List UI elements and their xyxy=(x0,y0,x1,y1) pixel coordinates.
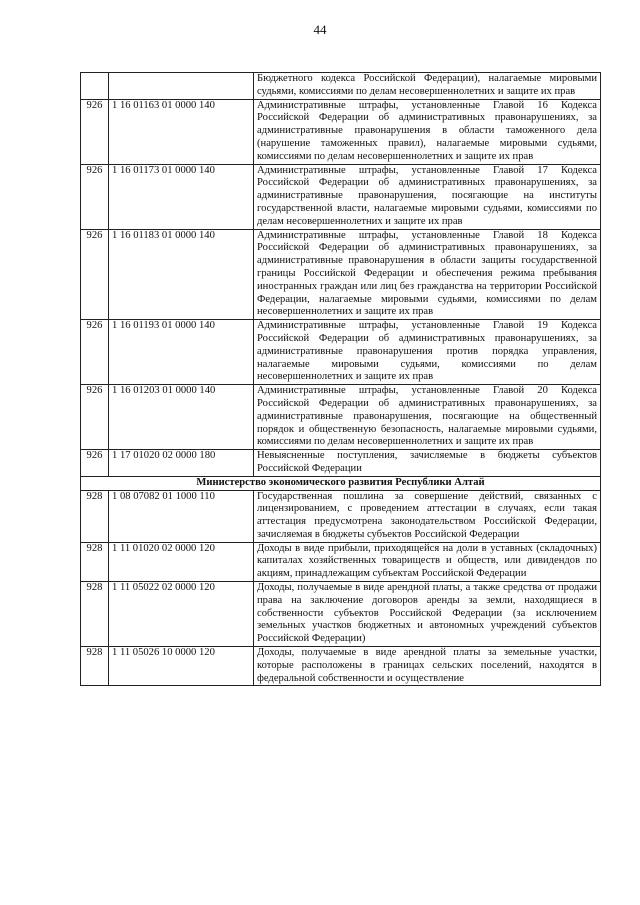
budget-code-cell: 1 17 01020 02 0000 180 xyxy=(109,450,254,477)
budget-code-cell: 1 16 01193 01 0000 140 xyxy=(109,320,254,385)
description-cell: Административные штрафы, установленные Главой 20 Кодекса Российской Федерации об административных правонарушениях, за административные правонарушения, посягающие на общественный порядок и общественную безопасность, налагаемые мировыми судьями, комиссиями по делам несовершеннолетних и защите их прав xyxy=(254,385,601,450)
table-row xyxy=(81,450,601,477)
budget-code-cell: 1 16 01173 01 0000 140 xyxy=(109,164,254,229)
table-row xyxy=(81,582,601,647)
table-row xyxy=(81,542,601,581)
admin-code-cell: 928 xyxy=(81,490,109,542)
table-row xyxy=(81,164,601,229)
budget-code-cell: 1 11 05026 10 0000 120 xyxy=(109,647,254,686)
table-row xyxy=(81,99,601,164)
table-row xyxy=(81,73,601,100)
budget-code-cell: 1 08 07082 01 1000 110 xyxy=(109,490,254,542)
description-cell: Государственная пошлина за совершение действий, связанных с лицензированием, с проведением аттестации в случаях, если такая аттестация предусмотрена законодательством Российской Федерации, зачисляемая в бюджеты субъектов Российской Федерации xyxy=(254,490,601,542)
section-title: Министерство экономического развития Республики Алтай xyxy=(81,476,601,490)
admin-code-cell: 928 xyxy=(81,542,109,581)
admin-code-cell: 928 xyxy=(81,647,109,686)
section-header-row xyxy=(81,476,601,490)
budget-code-cell: 1 16 01183 01 0000 140 xyxy=(109,229,254,320)
admin-code-cell: 926 xyxy=(81,450,109,477)
page-number: 44 xyxy=(313,22,327,37)
description-cell: Доходы в виде прибыли, приходящейся на доли в уставных (складочных) капиталах хозяйственных товариществ и обществ, или дивидендов по акциям, принадлежащим субъектам Российской Федерации xyxy=(254,542,601,581)
description-cell: Бюджетного кодекса Российской Федерации), налагаемые мировыми судьями, комиссиями по делам несовершеннолетних и защите их прав xyxy=(254,73,601,100)
table-row xyxy=(81,647,601,686)
budget-code-cell xyxy=(109,73,254,100)
admin-code-cell: 926 xyxy=(81,385,109,450)
description-cell: Невыясненные поступления, зачисляемые в бюджеты субъектов Российской Федерации xyxy=(254,450,601,477)
description-cell: Доходы, получаемые в виде арендной платы за земельные участки, которые расположены в границах сельских поселений, находятся в федеральной собственности и осуществление xyxy=(254,647,601,686)
description-cell: Административные штрафы, установленные Главой 16 Кодекса Российской Федерации об административных правонарушениях, за административные правонарушения в области таможенного дела (нарушение таможенных правил), налагаемые мировыми судьями, комиссиями по делам несовершеннолетних и защите их прав xyxy=(254,99,601,164)
admin-code-cell xyxy=(81,73,109,100)
admin-code-cell: 928 xyxy=(81,582,109,647)
table-row xyxy=(81,385,601,450)
budget-code-cell: 1 11 05022 02 0000 120 xyxy=(109,582,254,647)
admin-code-cell: 926 xyxy=(81,99,109,164)
admin-code-cell: 926 xyxy=(81,320,109,385)
admin-code-cell: 926 xyxy=(81,164,109,229)
description-cell: Административные штрафы, установленные Главой 18 Кодекса Российской Федерации об административных правонарушениях, за административные правонарушения в области защиты государственной границы Российской Федерации и обеспечения режима пребывания иностранных граждан или лиц без гражданства на территории Российской Федерации, налагаемые мировыми судьями, комиссиями по делам несовершеннолетних и защите их прав xyxy=(254,229,601,320)
budget-code-cell: 1 16 01163 01 0000 140 xyxy=(109,99,254,164)
admin-code-cell: 926 xyxy=(81,229,109,320)
budget-code-cell: 1 16 01203 01 0000 140 xyxy=(109,385,254,450)
description-cell: Административные штрафы, установленные Главой 19 Кодекса Российской Федерации об административных правонарушениях, за административные правонарушения против порядка управления, налагаемые мировыми судьями, комиссиями по делам несовершеннолетних и защите их прав xyxy=(254,320,601,385)
description-cell: Административные штрафы, установленные Главой 17 Кодекса Российской Федерации об административных правонарушениях, за административные правонарушения, посягающие на институты государственной власти, налагаемые мировыми судьями, комиссиями по делам несовершеннолетних и защите их прав xyxy=(254,164,601,229)
table-row xyxy=(81,320,601,385)
table-row xyxy=(81,490,601,542)
description-cell: Доходы, получаемые в виде арендной платы, а также средства от продажи права на заключение договоров аренды за земли, находящиеся в собственности субъектов Российской Федерации (за исключением земельных участков бюджетных и автономных учреждений субъектов Российской Федерации) xyxy=(254,582,601,647)
budget-codes-table xyxy=(80,72,601,686)
budget-code-cell: 1 11 01020 02 0000 120 xyxy=(109,542,254,581)
table-row xyxy=(81,229,601,320)
